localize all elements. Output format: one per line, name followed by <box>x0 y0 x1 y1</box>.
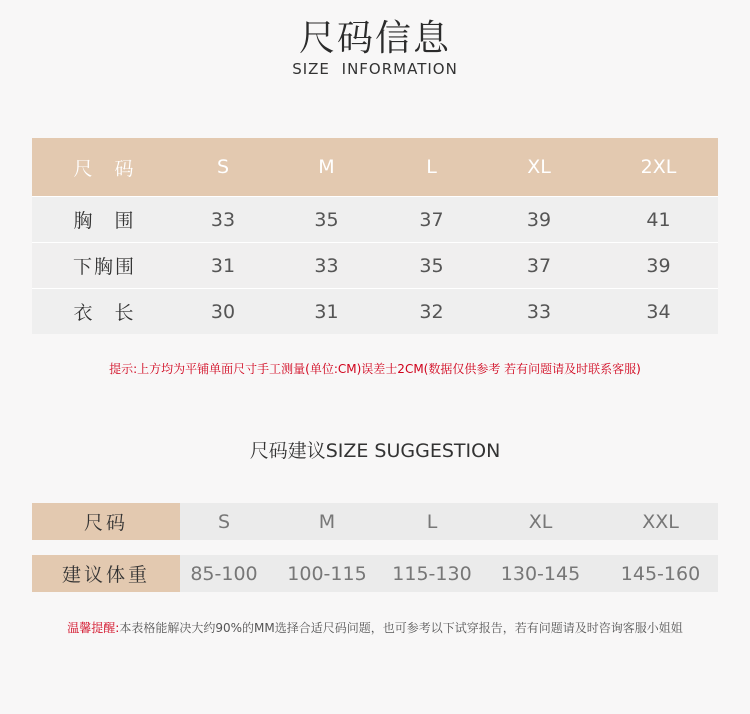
reminder-note <box>0 619 750 636</box>
table-cell: 39 <box>526 208 552 231</box>
row-label <box>32 206 177 233</box>
size-table <box>32 138 718 334</box>
table-cell: 41 <box>646 208 671 231</box>
row-label-part: 长 <box>114 302 136 324</box>
suggestion-size-row <box>32 503 718 540</box>
suggestion-table <box>32 503 718 592</box>
table-cell: 33 <box>526 300 552 323</box>
table-row <box>32 242 718 288</box>
size-label: 尺码 <box>32 503 180 540</box>
header-label-part: 尺 <box>73 157 95 180</box>
suggestion-title: 尺码建议SIZE SUGGESTION <box>249 440 501 462</box>
table-cell: 130-145 <box>500 562 581 585</box>
row-label-part: 胸 <box>73 210 95 232</box>
page-subtitle: SIZE INFORMATION <box>292 60 458 78</box>
table-cell: 30 <box>210 300 236 323</box>
table-cell: 33 <box>314 254 339 277</box>
table-cell: L <box>426 510 438 533</box>
size-header: L <box>426 156 437 178</box>
suggestion-weight-row <box>32 555 718 592</box>
table-cell: 32 <box>419 300 444 323</box>
table-cell: 31 <box>314 300 339 323</box>
reminder-text: 本表格能解决大约90%的MM选择合适尺码问题，也可参考以下试穿报告，若有问题请及时咨询客服小姐姐 <box>119 621 683 635</box>
size-header: S <box>216 156 230 178</box>
table-row <box>32 288 718 334</box>
table-cell: 39 <box>646 254 671 277</box>
size-header: 2XL <box>640 156 677 178</box>
header-label-part: 码 <box>114 157 136 180</box>
reminder-highlight: 温馨提醒: <box>67 621 120 635</box>
table-cell: 34 <box>646 300 671 323</box>
page-title: 尺码信息 <box>298 18 451 59</box>
size-header: XL <box>527 156 551 178</box>
row-label-part: 围 <box>114 210 136 232</box>
table-cell: 35 <box>314 208 339 231</box>
table-cell: 145-160 <box>620 562 701 585</box>
table-cell: 35 <box>419 254 444 277</box>
row-label-part: 衣 <box>73 302 95 324</box>
table-cell: 37 <box>419 208 444 231</box>
table-cell: 115-130 <box>392 562 472 585</box>
table-cell: S <box>217 510 231 533</box>
table-cell: XXL <box>642 510 679 533</box>
weight-label: 建议体重 <box>32 555 180 592</box>
header-label-cell <box>32 154 177 181</box>
table-cell: 37 <box>526 254 552 277</box>
table-row <box>32 196 718 242</box>
table-cell: 33 <box>210 208 236 231</box>
measurement-note: 提示:上方均为平铺单面尺寸手工测量(单位:CM)误差士2CM(数据仅供参考 若有问题请及时联系客服) <box>109 362 641 376</box>
table-cell: 31 <box>210 254 236 277</box>
row-label <box>32 298 177 325</box>
table-cell: 85-100 <box>190 562 258 585</box>
size-header: M <box>318 156 335 178</box>
table-cell: 100-115 <box>287 562 367 585</box>
table-cell: XL <box>528 510 553 533</box>
row-label: 下胸围 <box>72 256 136 278</box>
size-table-header <box>32 138 718 196</box>
table-cell: M <box>318 510 336 533</box>
